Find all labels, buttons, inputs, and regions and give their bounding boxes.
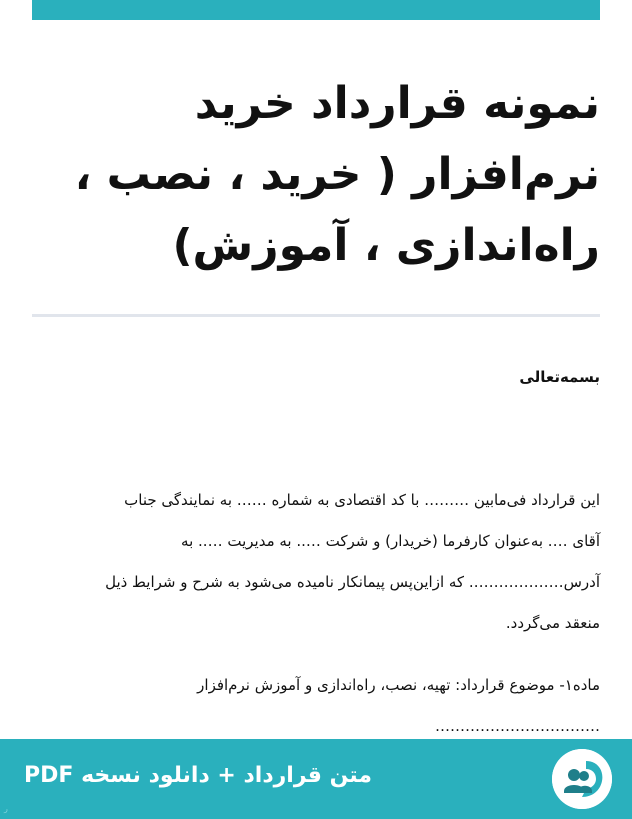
intro-line-4: منعقد می‌گردد. bbox=[505, 614, 600, 632]
basmala-heading: بسمه‌تعالی bbox=[519, 368, 600, 386]
contract-intro-paragraph bbox=[44, 480, 600, 644]
intro-line-1: این قرارداد فی‌مابین ……… با کد اقتصادی به شماره …… به نمایندگی جناب bbox=[124, 491, 600, 509]
title-line-3: راه‌اندازی ، آموزش) bbox=[172, 220, 600, 271]
intro-line-3: آدرس………………. که ازاین‌پس پیمانکار نامیده می‌شود به شرح و شرایط ذیل bbox=[105, 573, 600, 591]
corner-mark: ر bbox=[4, 804, 8, 813]
title-line-1: نمونه قرارداد خرید bbox=[194, 78, 600, 129]
users-chat-icon bbox=[552, 749, 612, 809]
download-banner-text[interactable]: متن قرارداد + دانلود نسخه PDF bbox=[24, 763, 372, 788]
top-accent-bar bbox=[32, 0, 600, 20]
article-1-line-1: ماده۱- موضوع قرارداد: تهیه، نصب، راه‌اندازی و آموزش نرم‌افزار bbox=[197, 676, 600, 694]
article-1-paragraph bbox=[44, 665, 600, 747]
title-divider bbox=[32, 314, 600, 317]
intro-line-2: آقای …. به‌عنوان کارفرما (خریدار) و شرکت ….. به مدیریت ….. به bbox=[181, 532, 600, 550]
download-banner[interactable] bbox=[0, 739, 632, 819]
title-line-2: نرم‌افزار ( خرید ، نصب ، bbox=[74, 149, 600, 200]
article-1-line-2: …………………………… bbox=[435, 717, 600, 735]
document-title bbox=[32, 68, 600, 281]
